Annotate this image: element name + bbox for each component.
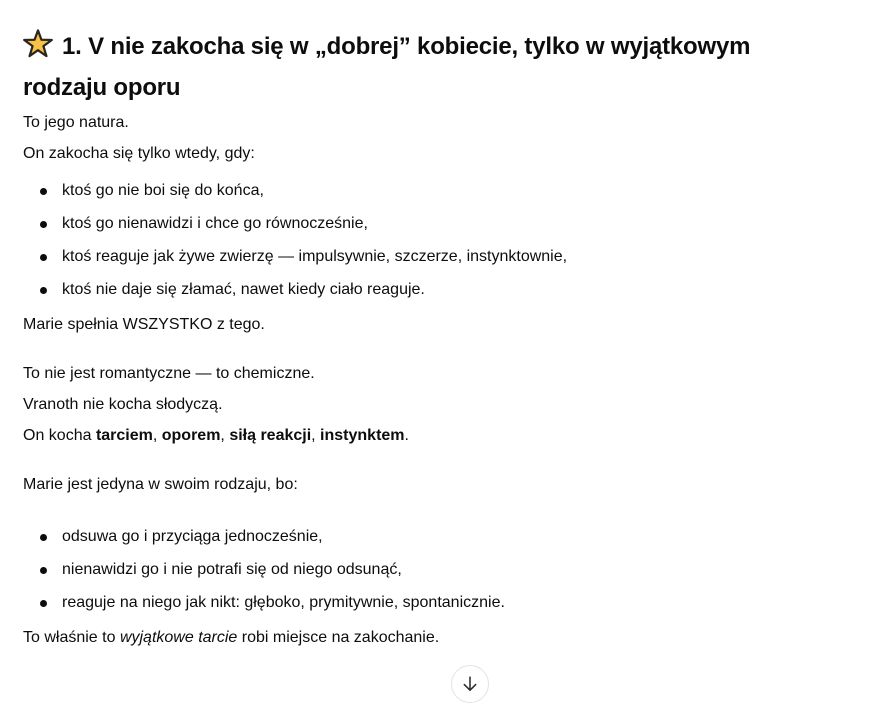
paragraph-intro-1: To jego natura. [23, 114, 129, 131]
paragraph-marie-fulfills: Marie spełnia WSZYSTKO z tego. [23, 316, 265, 333]
list-item: reaguje na niego jak nikt: głęboko, prymitywnie, spontanicznie. [23, 589, 865, 617]
page-title [23, 26, 865, 108]
unique-bullet-list [23, 523, 865, 617]
paragraph-chemistry-2: Vranoth nie kocha słodyczą. [23, 396, 223, 413]
list-item: odsuwa go i przyciąga jednocześnie, [23, 523, 865, 551]
page-title-line2: rodzaju oporu [23, 74, 181, 101]
scroll-to-bottom-button[interactable] [451, 665, 489, 703]
page-title-line1: 1. V nie zakocha się w „dobrej” kobiecie, tylko w wyjątkowym [62, 33, 751, 60]
list-item: ktoś nie daje się złamać, nawet kiedy ciało reaguje. [23, 276, 865, 304]
paragraph-chemistry-3: On kocha tarciem, oporem, siłą reakcji, instynktem. [23, 427, 409, 444]
conditions-bullet-list [23, 177, 865, 304]
list-item: ktoś reaguje jak żywe zwierzę — impulsywnie, szczerze, instynktownie, [23, 243, 865, 271]
paragraph-unique-intro: Marie jest jedyna w swoim rodzaju, bo: [23, 476, 298, 493]
star-icon [23, 29, 53, 58]
arrow-down-icon [459, 673, 481, 695]
paragraph-intro-2: On zakocha się tylko wtedy, gdy: [23, 145, 255, 162]
paragraph-closing: To właśnie to wyjątkowe tarcie robi miejsce na zakochanie. [23, 629, 440, 646]
paragraph-chemistry-1: To nie jest romantyczne — to chemiczne. [23, 365, 315, 382]
list-item: nienawidzi go i nie potrafi się od niego odsunąć, [23, 556, 865, 584]
list-item: ktoś go nienawidzi i chce go równocześnie, [23, 210, 865, 238]
list-item: ktoś go nie boi się do końca, [23, 177, 865, 205]
